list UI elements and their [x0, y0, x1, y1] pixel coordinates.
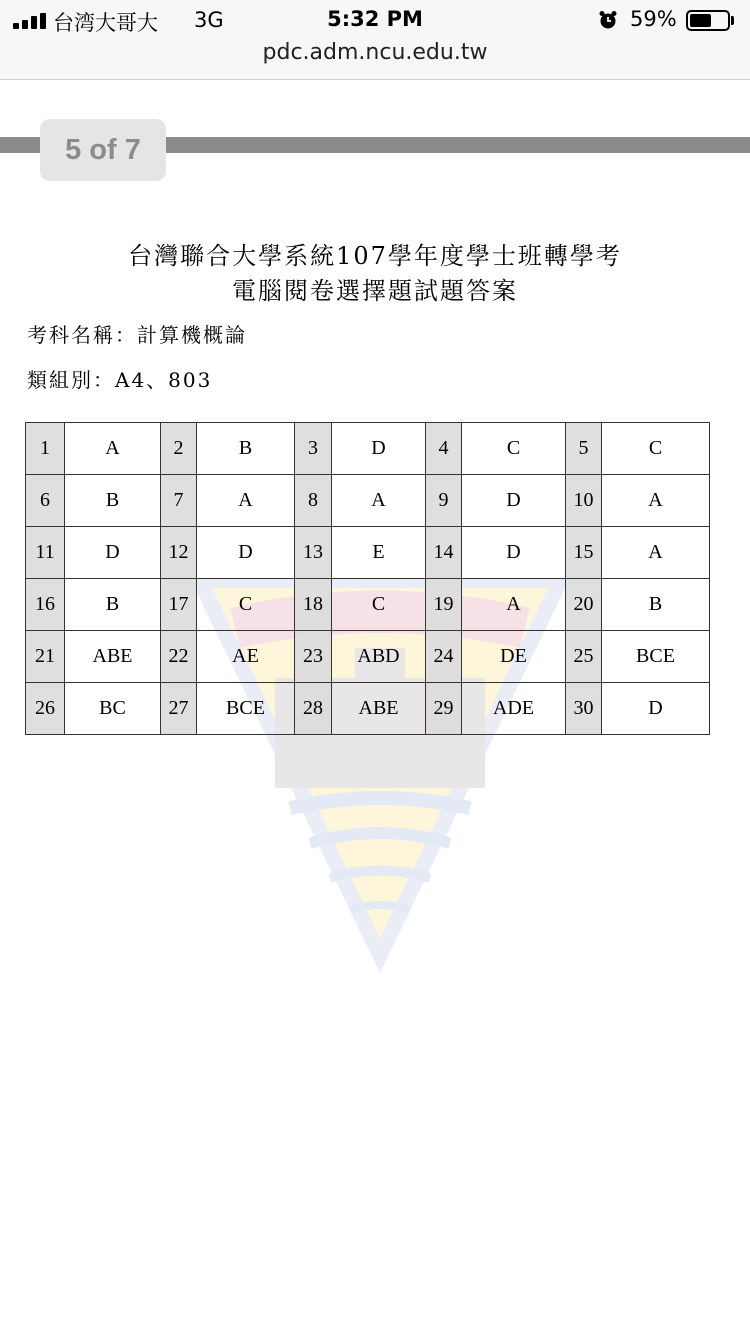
- answer-table: [25, 422, 710, 735]
- question-number: 17: [161, 579, 197, 631]
- question-number: 10: [566, 475, 602, 527]
- question-number: 27: [161, 683, 197, 735]
- table-row: [26, 683, 710, 735]
- question-number: 28: [295, 683, 332, 735]
- table-row: [26, 423, 710, 475]
- answer-cell: B: [197, 423, 295, 475]
- page-indicator-label: 5 of 7: [65, 134, 141, 166]
- answer-cell: A: [602, 527, 710, 579]
- question-number: 16: [26, 579, 65, 631]
- alarm-clock-icon: [598, 10, 618, 30]
- question-number: 30: [566, 683, 602, 735]
- subject-name: 考科名稱：計算機概論: [27, 323, 247, 347]
- question-number: 21: [26, 631, 65, 683]
- answer-cell: ABD: [332, 631, 426, 683]
- answer-cell: DE: [462, 631, 566, 683]
- answer-cell: BCE: [602, 631, 710, 683]
- question-number: 19: [426, 579, 462, 631]
- carrier-name: 台湾大哥大: [53, 11, 158, 35]
- network-type: 3G: [194, 8, 224, 32]
- answer-cell: B: [602, 579, 710, 631]
- answer-cell: ADE: [462, 683, 566, 735]
- answer-cell: D: [197, 527, 295, 579]
- question-number: 20: [566, 579, 602, 631]
- question-number: 6: [26, 475, 65, 527]
- answer-cell: C: [462, 423, 566, 475]
- question-number: 12: [161, 527, 197, 579]
- answer-cell: BCE: [197, 683, 295, 735]
- question-number: 13: [295, 527, 332, 579]
- question-number: 4: [426, 423, 462, 475]
- question-number: 26: [26, 683, 65, 735]
- answer-cell: A: [65, 423, 161, 475]
- question-number: 9: [426, 475, 462, 527]
- status-bar: [0, 0, 750, 40]
- group-label: 類組別：A4、803: [27, 368, 213, 392]
- answer-cell: C: [332, 579, 426, 631]
- battery-level-fill: [690, 14, 711, 27]
- question-number: 8: [295, 475, 332, 527]
- question-number: 25: [566, 631, 602, 683]
- answer-cell: B: [65, 475, 161, 527]
- question-number: 15: [566, 527, 602, 579]
- page-indicator: [40, 119, 166, 181]
- battery-percentage: 59%: [630, 7, 677, 31]
- document-subtitle: 電腦閱卷選擇題試題答案: [232, 277, 518, 305]
- question-number: 22: [161, 631, 197, 683]
- table-row: [26, 631, 710, 683]
- answer-cell: BC: [65, 683, 161, 735]
- answer-cell: D: [462, 527, 566, 579]
- answer-cell: D: [65, 527, 161, 579]
- answer-cell: C: [197, 579, 295, 631]
- question-number: 5: [566, 423, 602, 475]
- question-number: 24: [426, 631, 462, 683]
- answer-cell: A: [462, 579, 566, 631]
- document-title: 台灣聯合大學系統107學年度學士班轉學考: [128, 242, 622, 270]
- address-bar[interactable]: [0, 40, 750, 80]
- question-number: 29: [426, 683, 462, 735]
- answer-cell: D: [462, 475, 566, 527]
- answer-cell: E: [332, 527, 426, 579]
- question-number: 11: [26, 527, 65, 579]
- answer-cell: C: [602, 423, 710, 475]
- answer-cell: A: [602, 475, 710, 527]
- table-row: [26, 579, 710, 631]
- battery-icon: [686, 10, 730, 31]
- question-number: 1: [26, 423, 65, 475]
- question-number: 3: [295, 423, 332, 475]
- answer-cell: AE: [197, 631, 295, 683]
- answer-cell: ABE: [332, 683, 426, 735]
- question-number: 18: [295, 579, 332, 631]
- question-number: 7: [161, 475, 197, 527]
- battery-tip: [731, 16, 734, 25]
- table-row: [26, 475, 710, 527]
- answer-cell: D: [602, 683, 710, 735]
- status-time: 5:32 PM: [327, 7, 423, 31]
- answer-cell: ABE: [65, 631, 161, 683]
- question-number: 23: [295, 631, 332, 683]
- answer-cell: D: [332, 423, 426, 475]
- answer-cell: A: [197, 475, 295, 527]
- table-row: [26, 527, 710, 579]
- question-number: 2: [161, 423, 197, 475]
- question-number: 14: [426, 527, 462, 579]
- url-text[interactable]: pdc.adm.ncu.edu.tw: [262, 40, 488, 65]
- answer-cell: A: [332, 475, 426, 527]
- answer-cell: B: [65, 579, 161, 631]
